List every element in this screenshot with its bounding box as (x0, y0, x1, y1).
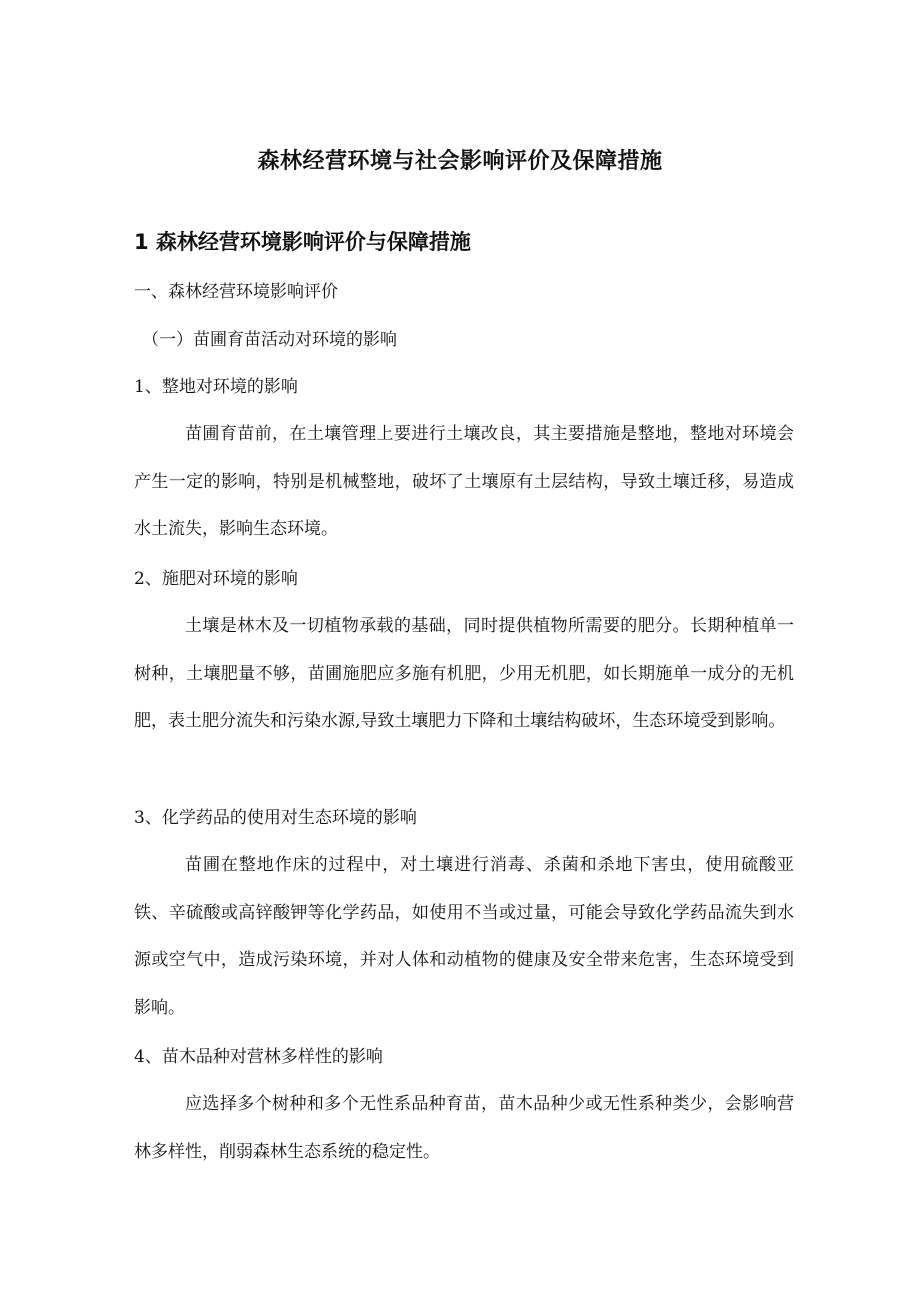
item-2-paragraph: 土壤是林木及一切植物承载的基础，同时提供植物所需要的肥分。长期种植单一树种，土壤肥量不够，苗圃施肥应多施有机肥，少用无机肥，如长期施单一成分的无机肥，表土肥分流失和污染水源,导致土壤肥力下降和土壤结构破坏，生态环境受到影响。 (134, 616, 794, 732)
part-1-heading: 一、森林经营环境影响评价 (134, 282, 338, 302)
item-2-heading: 2、施肥对环境的影响 (134, 569, 298, 589)
item-1-heading: 1、整地对环境的影响 (134, 377, 298, 397)
item-1-paragraph: 苗圃育苗前，在土壤管理上要进行土壤改良，其主要措施是整地，整地对环境会产生一定的影响，特别是机械整地，破坏了土壤原有土层结构，导致土壤迁移，易造成水土流失，影响生态环境。 (134, 424, 794, 540)
item-4-heading: 4、苗木品种对营林多样性的影响 (134, 1047, 383, 1067)
subpart-1-heading: （一）苗圃育苗活动对环境的影响 (142, 330, 397, 350)
item-4-paragraph: 应选择多个树种和多个无性系品种育苗，苗木品种少或无性系种类少，会影响营林多样性，削弱森林生态系统的稳定性。 (134, 1094, 794, 1162)
item-3-heading: 3、化学药品的使用对生态环境的影响 (134, 808, 417, 828)
document-title: 森林经营环境与社会影响评价及保障措施 (257, 149, 663, 174)
item-3-paragraph: 苗圃在整地作床的过程中，对土壤进行消毒、杀菌和杀地下害虫，使用硫酸亚铁、辛硫酸或高锌酸钾等化学药品，如使用不当或过量，可能会导致化学药品流失到水源或空气中，造成污染环境，并对人体和动植物的健康及安全带来危害，生态环境受到影响。 (134, 855, 794, 1018)
section-1-heading: 1 森林经营环境影响评价与保障措施 (134, 230, 471, 254)
